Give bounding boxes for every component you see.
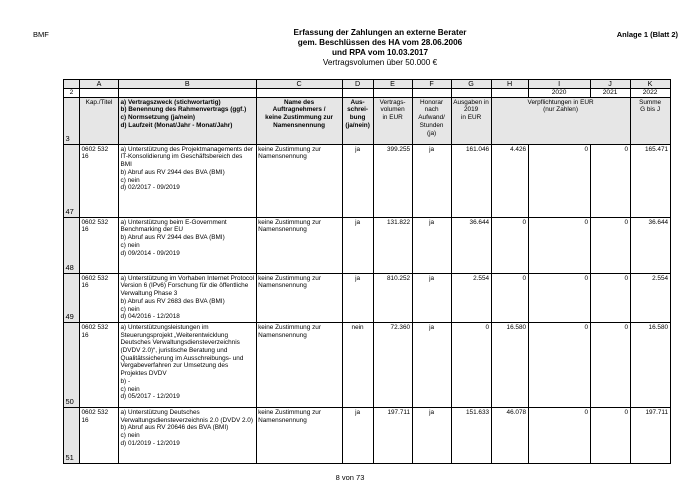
verpflichtung-2021-cell: 0 [590, 144, 630, 217]
vertragszweck-cell [119, 273, 257, 322]
summe-cell: 36.644 [630, 217, 670, 273]
column-letter: J [590, 80, 630, 89]
header-line: Namensnennung [273, 121, 325, 129]
column-letter: H [491, 80, 528, 89]
cell-line: Namensnennung [258, 226, 307, 234]
table-row [64, 322, 671, 407]
header-line: Verpflichtungen in EUR [527, 98, 594, 106]
table-row [64, 273, 671, 322]
header-line: in EUR [460, 114, 482, 122]
row-number: 47 [64, 144, 80, 217]
auftragnehmer-cell [256, 144, 342, 217]
vertragsvolumen-cell: 197.711 [373, 407, 412, 463]
ausschreibung-cell: ja [342, 217, 373, 273]
column-letter: A [80, 80, 119, 89]
auftragnehmer-cell [256, 322, 342, 407]
vertragsvolumen-cell: 810.252 [373, 273, 412, 322]
header-line: b) Benennung des Rahmenvertrags (ggf.) [120, 106, 247, 114]
cell-line: c) nein [120, 385, 140, 393]
header-line: bung [349, 114, 366, 122]
verpflichtung-2021-cell: 0 [590, 322, 630, 407]
verpflichtung-2020-cell: 0 [528, 273, 590, 322]
summe-cell: 197.711 [630, 407, 670, 463]
cell-line: d) 04/2016 - 12/2018 [120, 313, 180, 321]
ausschreibung-cell: ja [342, 407, 373, 463]
header-line: in EUR [382, 114, 403, 122]
header-line: Name des [283, 98, 315, 106]
column-letter: B [119, 80, 257, 89]
verpflichtung-2021-cell: 0 [590, 217, 630, 273]
column-letter: G [451, 80, 491, 89]
ausgaben-2019-cell: 161.046 [451, 144, 491, 217]
verpflichtung-2020-cell: 0 [528, 217, 590, 273]
ausschreibung-cell: nein [342, 322, 373, 407]
header-line: Honorar [420, 98, 444, 106]
row-number: 51 [64, 407, 80, 463]
cell-line: BMI [120, 161, 132, 169]
header-vertragsvolumen [373, 97, 412, 144]
auftragnehmer-cell [256, 217, 342, 273]
column-letter-row [64, 80, 671, 89]
cell-line: Namensnennung [258, 416, 307, 424]
cell-line: (DVDV 2.0)“, juristische Beratung und [120, 347, 228, 355]
cell-line: b) Abruf aus RV 2944 des BVA (BMI) [120, 168, 225, 176]
vertragsvolumen-cell: 72.360 [373, 322, 412, 407]
cell-line: b) Abruf aus RV 20646 des BVA (BMI) [120, 424, 229, 432]
verpflichtung-h-cell: 0 [491, 217, 528, 273]
header-line: Vertrags- [379, 98, 406, 106]
header-line: c) Normsetzung (ja/nein) [120, 114, 196, 122]
cell-line: a) Unterstützung Deutsches [120, 408, 200, 416]
years-row [64, 89, 671, 98]
column-letter: C [256, 80, 342, 89]
verpflichtung-h-cell: 46.078 [491, 407, 528, 463]
ausgaben-2019-cell: 2.554 [451, 273, 491, 322]
header-line: (ja/nein) [345, 121, 370, 129]
empty-cell [491, 89, 528, 98]
corner-cell [64, 80, 80, 89]
header-line: Auftragnehmers / [272, 106, 326, 114]
cell-line: c) nein [120, 432, 140, 440]
header-ausgaben [451, 97, 491, 144]
cell-line: keine Zustimmung zur [258, 218, 321, 226]
vertragszweck-cell [119, 144, 257, 217]
cell-line: Projektes DVDV [120, 370, 167, 378]
row-number: 49 [64, 273, 80, 322]
header-line: G bis J [640, 106, 661, 114]
cell-line: Vergabeverfahren zur Umsetzung des [120, 362, 229, 370]
cell-line: Namensnennung [258, 282, 307, 290]
vertragszweck-cell [119, 407, 257, 463]
cell-line: c) nein [120, 176, 140, 184]
row-number: 3 [64, 97, 80, 144]
vertragszweck-cell [119, 217, 257, 273]
header-line: (nur Zahlen) [543, 106, 578, 114]
summe-cell: 165.471 [630, 144, 670, 217]
empty-cell [119, 89, 257, 98]
cell-line: d) 02/2017 - 09/2019 [120, 184, 180, 192]
verpflichtung-2020-cell: 0 [528, 144, 590, 217]
header-line: volumen [380, 106, 405, 114]
honorar-cell: ja [412, 273, 451, 322]
honorar-cell: ja [412, 144, 451, 217]
cell-line: Benchmarking der EU [120, 226, 184, 234]
title-line: gem. Beschlüssen des HA vom 28.06.2006 [297, 38, 463, 47]
cell-line: d) 01/2019 - 12/2019 [120, 439, 180, 447]
cell-line: a) Unterstützung im Vorhaben Internet Protocol [120, 274, 255, 282]
verpflichtung-h-cell: 16.580 [491, 322, 528, 407]
header-row [64, 97, 671, 144]
cell-line: Version 6 (IPv6) Forschung für die öffentliche [120, 282, 249, 290]
header-vertragszweck [119, 97, 257, 144]
ausgaben-2019-cell: 0 [451, 322, 491, 407]
header-honorar [412, 97, 451, 144]
header-line: Aufwand/ [418, 114, 445, 122]
document-subtitle: Vertragsvolumen über 50.000 € [322, 58, 438, 67]
column-letter: F [412, 80, 451, 89]
header-line: schrei- [347, 106, 369, 114]
header-line: d) Laufzeit (Monat/Jahr - Monat/Jahr) [120, 121, 233, 129]
cell-line: c) nein [120, 305, 140, 313]
header-line: Aus- [350, 98, 365, 106]
empty-cell [451, 89, 491, 98]
cell-line: keine Zustimmung zur [258, 274, 321, 282]
table-row [64, 217, 671, 273]
header-ausschreibung [342, 97, 373, 144]
cell-line: Steuerungsprojekt „Weiterentwicklung [120, 331, 229, 339]
kap-titel-cell: 0602 532 16 [80, 322, 119, 407]
page-number: 8 von 73 [335, 473, 365, 482]
table-row [64, 407, 671, 463]
verpflichtung-2021-cell: 0 [590, 407, 630, 463]
cell-line: a) Unterstützung beim E-Government [120, 218, 227, 226]
cell-line: Verwaltung Phase 3 [120, 290, 178, 298]
cell-line: keine Zustimmung zur [258, 323, 321, 331]
header-line: Ausgaben in [453, 98, 489, 106]
title-line: Erfassung der Zahlungen an externe Berater [293, 28, 467, 37]
column-letter: E [373, 80, 412, 89]
verpflichtung-2021-cell: 0 [590, 273, 630, 322]
verpflichtung-h-cell: 0 [491, 273, 528, 322]
cell-line: keine Zustimmung zur [258, 408, 321, 416]
ausgaben-2019-cell: 36.644 [451, 217, 491, 273]
auftragnehmer-cell [256, 407, 342, 463]
column-letter: D [342, 80, 373, 89]
cell-line: b) Abruf aus RV 2944 des BVA (BMI) [120, 234, 225, 242]
header-line: a) Vertragszweck (stichwortartig) [120, 98, 221, 106]
honorar-cell: ja [412, 217, 451, 273]
summe-cell: 16.580 [630, 322, 670, 407]
document-title [250, 28, 510, 68]
header-line: Summe [639, 98, 662, 106]
header-summe [630, 97, 670, 144]
cell-line: keine Zustimmung zur [258, 145, 321, 153]
honorar-cell: ja [412, 407, 451, 463]
header-line: 2019 [463, 106, 479, 114]
cell-line: IT-Konsolidierung im Geschäftsbereich des [120, 153, 243, 161]
cell-line: a) Unterstützungsleistungen im [120, 323, 209, 331]
header-kap-titel: Kap./Titel [80, 97, 119, 144]
vertragsvolumen-cell: 131.822 [373, 217, 412, 273]
row-number: 48 [64, 217, 80, 273]
ausgaben-2019-cell: 151.633 [451, 407, 491, 463]
row-number: 2 [64, 89, 80, 98]
cell-line: b) Abruf aus RV 2683 des BVA (BMI) [120, 297, 225, 305]
header-verpflichtungen [491, 97, 630, 144]
empty-cell [256, 89, 342, 98]
auftragnehmer-cell [256, 273, 342, 322]
cell-line: d) 05/2017 - 12/2019 [120, 393, 180, 401]
header-line: Stunden [419, 121, 444, 129]
cell-line: Qualitätssicherung im Ausschreibungs- und [120, 354, 244, 362]
verpflichtung-h-cell: 4.426 [491, 144, 528, 217]
year-2021: 2021 [590, 89, 630, 98]
cell-line: Namensnennung [258, 153, 307, 161]
kap-titel-cell: 0602 532 16 [80, 217, 119, 273]
row-number: 50 [64, 322, 80, 407]
summe-cell: 2.554 [630, 273, 670, 322]
empty-cell [412, 89, 451, 98]
title-line: und RPA vom 10.03.2017 [331, 48, 428, 57]
kap-titel-cell: 0602 532 16 [80, 273, 119, 322]
attachment-label: Anlage 1 (Blatt 2) [616, 30, 678, 39]
column-letter: K [630, 80, 670, 89]
empty-cell [342, 89, 373, 98]
cell-line: d) 09/2014 - 09/2019 [120, 249, 180, 257]
honorar-cell: ja [412, 322, 451, 407]
ausschreibung-cell: ja [342, 144, 373, 217]
verpflichtung-2020-cell: 0 [528, 322, 590, 407]
cell-line: Namensnennung [258, 331, 307, 339]
payments-table [63, 79, 671, 464]
kap-titel-cell: 0602 532 16 [80, 407, 119, 463]
year-2020: 2020 [528, 89, 590, 98]
kap-titel-cell: 0602 532 16 [80, 144, 119, 217]
document-source: BMF [33, 30, 49, 39]
vertragsvolumen-cell: 399.255 [373, 144, 412, 217]
header-line: keine Zustimmung zur [265, 114, 333, 122]
cell-line: Deutsches Verwaltungsdiensteverzeichnis [120, 339, 240, 347]
ausschreibung-cell: ja [342, 273, 373, 322]
verpflichtung-2020-cell: 0 [528, 407, 590, 463]
cell-line: a) Unterstützung des Projektmanagements der [120, 145, 253, 153]
table-row [64, 144, 671, 217]
empty-cell [373, 89, 412, 98]
header-auftragnehmer [256, 97, 342, 144]
cell-line: Verwaltungsdiensteverzeichnis 2.0 (DVDV 2.0) [120, 416, 253, 424]
column-letter: I [528, 80, 590, 89]
header-line: nach [424, 106, 439, 114]
vertragszweck-cell [119, 322, 257, 407]
cell-line: c) nein [120, 241, 140, 249]
year-2022: 2022 [630, 89, 670, 98]
empty-cell [80, 89, 119, 98]
header-line: (ja) [426, 129, 437, 137]
cell-line: b) - [120, 377, 131, 385]
